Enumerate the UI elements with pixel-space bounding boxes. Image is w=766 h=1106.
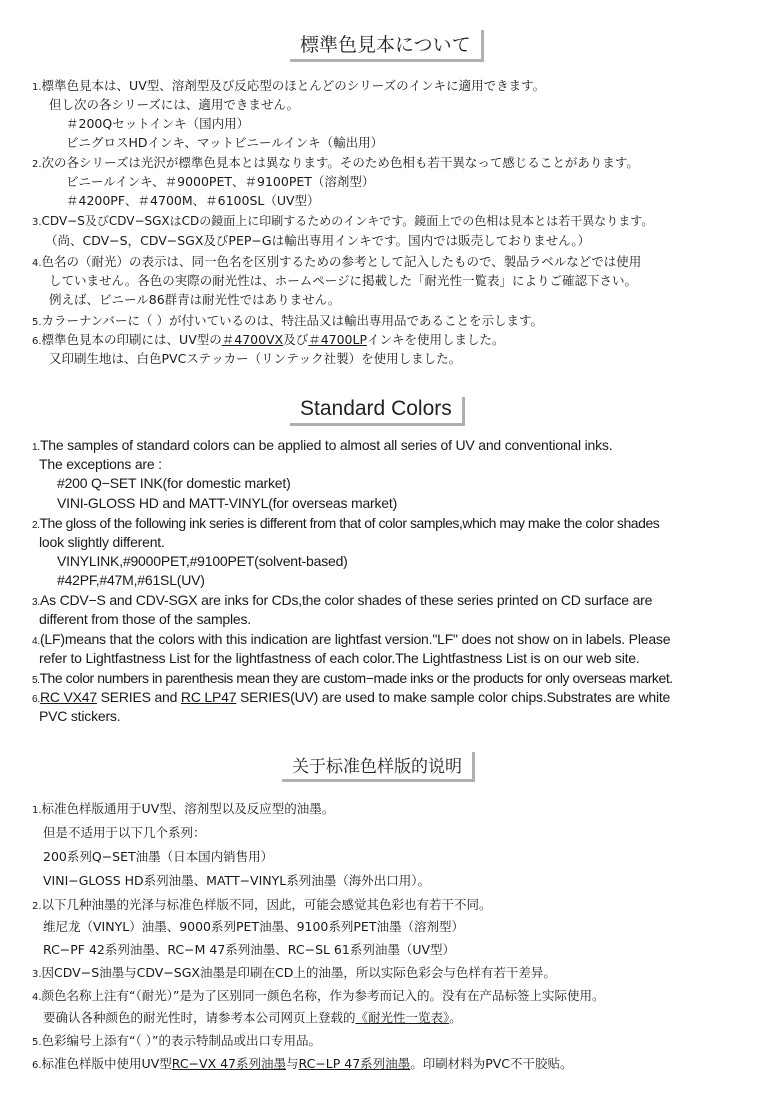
cn-line: VINI−GLOSS HD系列油墨、MATT−VINYL系列油墨（海外出口用）。	[43, 873, 430, 888]
cn-item-4: 4.颜色名称上注有“（耐光）”是为了区别同一颜色名称，作为参考而记入的。没有在产品标签上实际使用。	[32, 988, 605, 1003]
jp-line: （尚、CDV−S，CDV−SGX及びPEP−Gは輸出専用インキです。国内では販売しておりません。）	[45, 233, 591, 248]
en-line: VINI-GLOSS HD and MATT-VINYL(for overseas market)	[57, 495, 398, 511]
japanese-title: 標準色見本について	[290, 30, 484, 62]
cn-item-6: 6.标准色样版中使用UV型RC−VX 47系列油墨与RC−LP 47系列油墨。印刷材料为PVC不干胶贴。	[32, 1056, 573, 1071]
jp-item-5: 5.カラーナンバーに（ ）が付いているのは、特注品又は輸出専用品であることを示します。	[32, 313, 544, 328]
en-line: #42PF,#47M,#61SL(UV)	[57, 572, 205, 588]
en-line: look slightly different.	[39, 534, 165, 550]
cn-line: 200系列Q−SET油墨（日本国内销售用）	[43, 849, 274, 864]
jp-line: ビニグロスHDインキ、マットビニールインキ（輸出用）	[66, 135, 384, 150]
en-item-6: 6.RC VX47 SERIES and RC LP47 SERIES(UV) are used to make sample color chips.Substrates are white	[32, 689, 671, 705]
cn-item-1: 1.标准色样版通用于UV型、溶剂型以及反应型的油墨。	[32, 801, 335, 816]
cn-line: 维尼龙（VINYL）油墨、9000系列PET油墨、9100系列PET油墨（溶剂型）	[43, 919, 464, 934]
jp-line: していません。各色の実際の耐光性は、ホームページに掲載した「耐光性一覧表」によりご確認下さい。	[49, 273, 638, 288]
cn-item-5: 5.色彩编号上添有“（ ）”的表示特制品或出口专用品。	[32, 1033, 321, 1048]
jp-line: 例えば、ビニール86群青は耐光性ではありません。	[49, 292, 341, 307]
en-line: VINYLINK,#9000PET,#9100PET(solvent-based)	[57, 553, 348, 569]
cn-line: RC−PF 42系列油墨、RC−M 47系列油墨、RC−SL 61系列油墨（UV型）	[43, 942, 456, 957]
jp-line: 又印刷生地は、白色PVCステッカー（リンテック社製）を使用しました。	[49, 351, 462, 366]
en-item-5: 5.The color numbers in parenthesis mean they are custom−made inks or the products for only overseas market.	[32, 670, 673, 686]
en-line: PVC stickers.	[39, 708, 121, 724]
cn-line: 要确认各种颜色的耐光性时，请参考本公司网页上登载的《耐光性一览表》。	[43, 1010, 462, 1025]
jp-item-3: 3.CDV−S及びCDV−SGXはCDの鏡面上に印刷するためのインキです。鏡面上での色相は見本とは若干異なります。	[32, 214, 654, 228]
en-line: refer to Lightfastness List for the lightfastness of each color.The Lightfastness List is on our web site.	[39, 650, 640, 666]
en-line: different from those of the samples.	[39, 611, 251, 627]
english-title: Standard Colors	[290, 397, 465, 426]
en-item-1: 1.The samples of standard colors can be applied to almost all series of UV and conventional inks.	[32, 437, 613, 453]
jp-line: ＃200Qセットインキ（国内用）	[66, 116, 250, 131]
jp-line: ＃4200PF、＃4700M、＃6100SL（UV型）	[66, 193, 320, 208]
jp-item-6: 6.標準色見本の印刷には、UV型の＃4700VX及び＃4700LPインキを使用しました。	[32, 332, 505, 347]
chinese-title: 关于标准色样版的说明	[282, 752, 475, 782]
en-item-4: 4.(LF)means that the colors with this indication are lightfast version."LF" does not show on in labels. Please	[32, 631, 671, 647]
cn-line: 但是不适用于以下几个系列：	[43, 825, 206, 840]
jp-item-4: 4.色名の（耐光）の表示は、同一色名を区別するための参考として記入したもので、製品ラベルなどでは使用	[32, 254, 642, 269]
cn-item-3: 3.因CDV−S油墨与CDV−SGX油墨是印刷在CD上的油墨，所以实际色彩会与色样有若干差异。	[32, 965, 556, 980]
jp-item-1: 1.標準色見本は、UV型、溶剤型及び反応型のほとんどのシリーズのインキに適用できます。	[32, 78, 546, 93]
en-line: The exceptions are :	[39, 456, 162, 472]
jp-item-2: 2.次の各シリーズは光沢が標準色見本とは異なります。そのため色相も若干異なって感じることがあります。	[32, 155, 639, 170]
en-item-3: 3.As CDV−S and CDV-SGX are inks for CDs,the color shades of these series printed on CD surface are	[32, 592, 653, 608]
jp-line: ビニールインキ、＃9000PET、＃9100PET（溶剤型）	[66, 174, 375, 189]
en-line: #200 Q−SET INK(for domestic market)	[57, 475, 291, 491]
jp-line: 但し次の各シリーズには、適用できません。	[49, 97, 300, 112]
cn-item-2: 2.以下几种油墨的光泽与标准色样版不同，因此，可能会感觉其色彩也有若干不同。	[32, 897, 492, 912]
en-item-2: 2.The gloss of the following ink series is different from that of color samples,which may make the color shades	[32, 515, 660, 531]
